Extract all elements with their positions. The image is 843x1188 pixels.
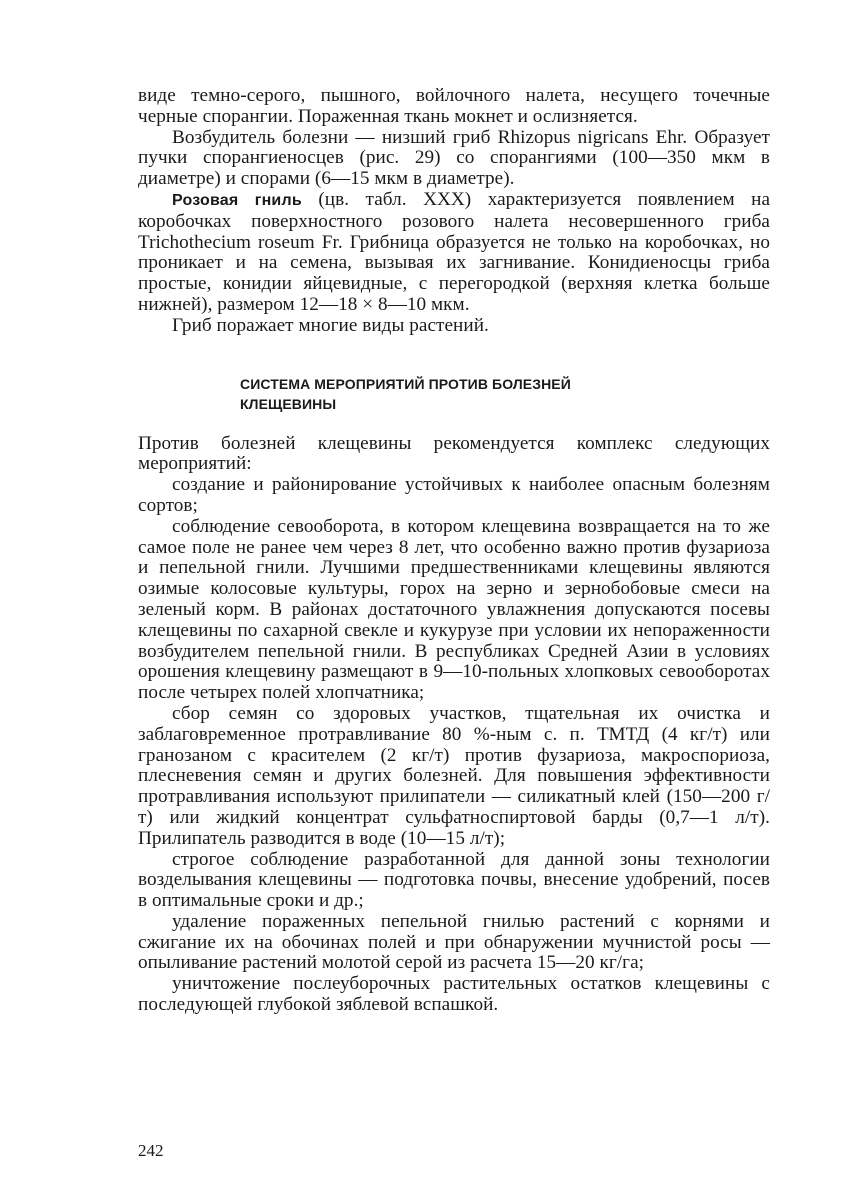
page-number: 242: [138, 1141, 164, 1160]
measure-item: соблюдение севооборота, в котором клещевина возвращается на то же самое поле не ранее чем через 8 лет, что особенно важно против фузариоза и пепельной гнили. Лучшими предшественниками клещевины являются озимые колосовые культуры, горох на зерно и зернобобовые смеси на зеленый корм. В районах достаточного увлажнения допускаются посевы клещевины по сахарной свекле и кукурузе при условии их непораженности возбудителем пепельной гнили. В республиках Средней Азии в условиях орошения клещевину размещают в 9—10-польных хлопковых севооборотах после четырех полей хлопчатника;: [138, 515, 770, 704]
term-pink-rot: Розовая гниль: [172, 191, 302, 209]
section-heading-line-2: КЛЕЩЕВИНЫ: [240, 395, 337, 412]
paragraph-pink-rot: [138, 190, 770, 316]
paragraph-intro-continuation: виде темно-серого, пышного, войлочного налета, несущего точечные черные спорангии. Пораженная ткань мокнет и ослизняется.: [138, 85, 770, 127]
measure-item: строгое соблюдение разработанной для данной зоны технологии возделывания клещевины — подготовка почвы, внесение удобрений, посев в оптимальные сроки и др.;: [138, 848, 770, 912]
measure-item: удаление пораженных пепельной гнилью растений с корнями и сжигание их на обочинах полей и при обнаружении мучнистой росы — опыливание растений молотой серой из расчета 15—20 кг/га;: [138, 910, 770, 974]
section-heading: [240, 374, 770, 414]
pink-rot-description: (цв. табл. XXX) характеризуется появлением на коробочках поверхностного розового налета несовершенного гриба Trichothecium roseum Fr. Грибница образуется не только на коробочках, но проникает и на семена, вызывая их загнивание. Конидиеносцы гриба простые, конидии яйцевидные, с перегородкой (верхняя клетка больше нижней), размером 12—18 × 8—10 мкм.: [138, 188, 771, 315]
section-heading-line-1: СИСТЕМА МЕРОПРИЯТИЙ ПРОТИВ БОЛЕЗНЕЙ: [240, 375, 571, 392]
paragraph-rhizopus: Возбудитель болезни — низший гриб Rhizopus nigricans Ehr. Образует пучки спорангиеносцев (рис. 29) со спорангиями (100—350 мкм в диаметре) и спорами (6—15 мкм в диаметре).: [138, 126, 770, 190]
measure-item: сбор семян со здоровых участков, тщательная их очистка и заблаговременное протравливание 80 %-ным с. п. ТМТД (4 кг/т) или гранозаном с красителем (2 кг/т) против фузариоза, макроспориоза, плесневения семян и других болезней. Для повышения эффективности протравливания используют прилипатели — силикатный клей (150—200 г/т) или жидкий концентрат сульфатноспиртовой барды (0,7—1 л/т). Прилипатель разводится в воде (10—15 л/т);: [138, 702, 770, 849]
paragraph-host-range: Гриб поражает многие виды растений.: [172, 314, 489, 336]
paragraph-measures-lead: Против болезней клещевины рекомендуется комплекс следующих мероприятий:: [138, 432, 770, 475]
measure-item: создание и районирование устойчивых к наиболее опасным болезням сортов;: [138, 474, 770, 516]
measure-item: уничтожение послеуборочных растительных остатков клещевины с последующей глубокой зяблевой вспашкой.: [138, 973, 770, 1016]
page-body: [138, 86, 770, 1016]
